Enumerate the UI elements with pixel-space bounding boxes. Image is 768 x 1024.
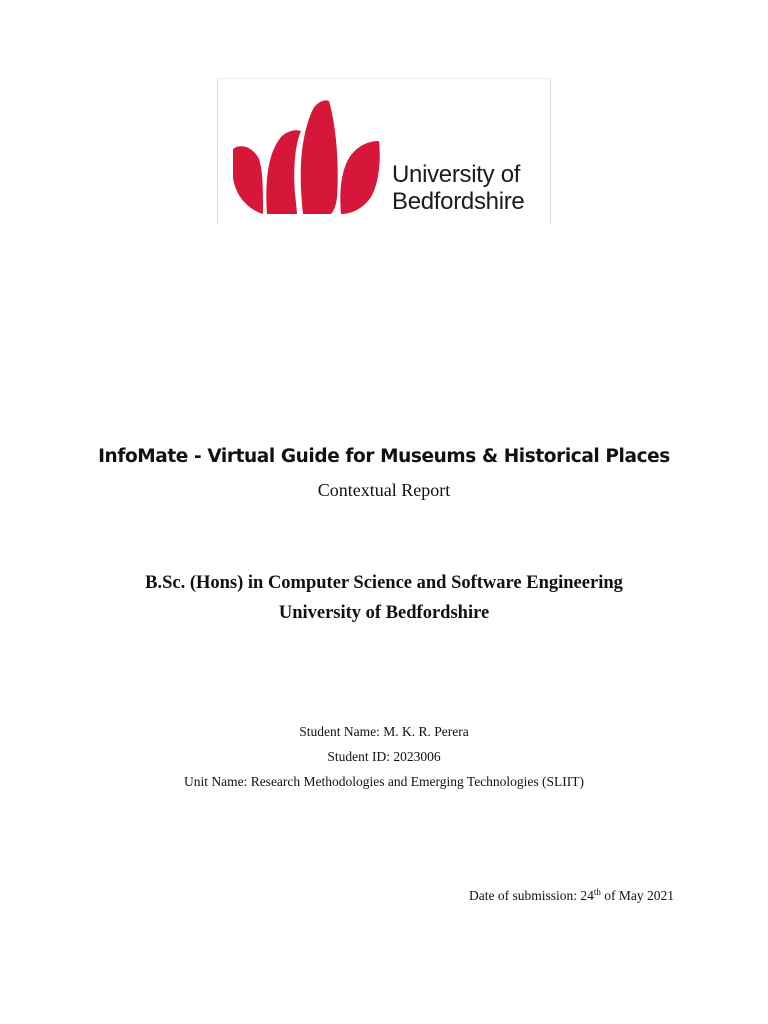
degree-university: University of Bedfordshire [278,603,490,623]
student-info [0,719,768,794]
submission-date-ordinal: th [593,887,601,897]
logo-leaf-3 [301,100,338,214]
university-logo-text [392,161,524,215]
submission-date-prefix: Date of submission: 24 [468,888,594,903]
logo-text-line1: University of [392,161,521,188]
report-subtitle: Contextual Report [317,480,451,500]
submission-date [469,888,674,904]
university-logo-mark [233,99,383,214]
degree-name: B.Sc. (Hons) in Computer Science and Software Engineering [145,573,623,593]
submission-date-rest: of May 2021 [600,888,674,903]
logo-text-line2: Bedfordshire [392,188,525,215]
logo-leaf-4 [340,141,379,214]
unit-name: Unit Name: Research Methodologies and Emerging Technologies (SLIIT) [183,774,585,789]
logo-leaf-1 [233,146,263,214]
student-name: Student Name: M. K. R. Perera [299,724,469,739]
logo-leaf-2 [266,130,301,214]
degree-block [0,568,768,628]
student-id: Student ID: 2023006 [327,749,441,764]
university-logo [217,78,551,224]
report-title: InfoMate - Virtual Guide for Museums & Historical Places [98,446,670,467]
